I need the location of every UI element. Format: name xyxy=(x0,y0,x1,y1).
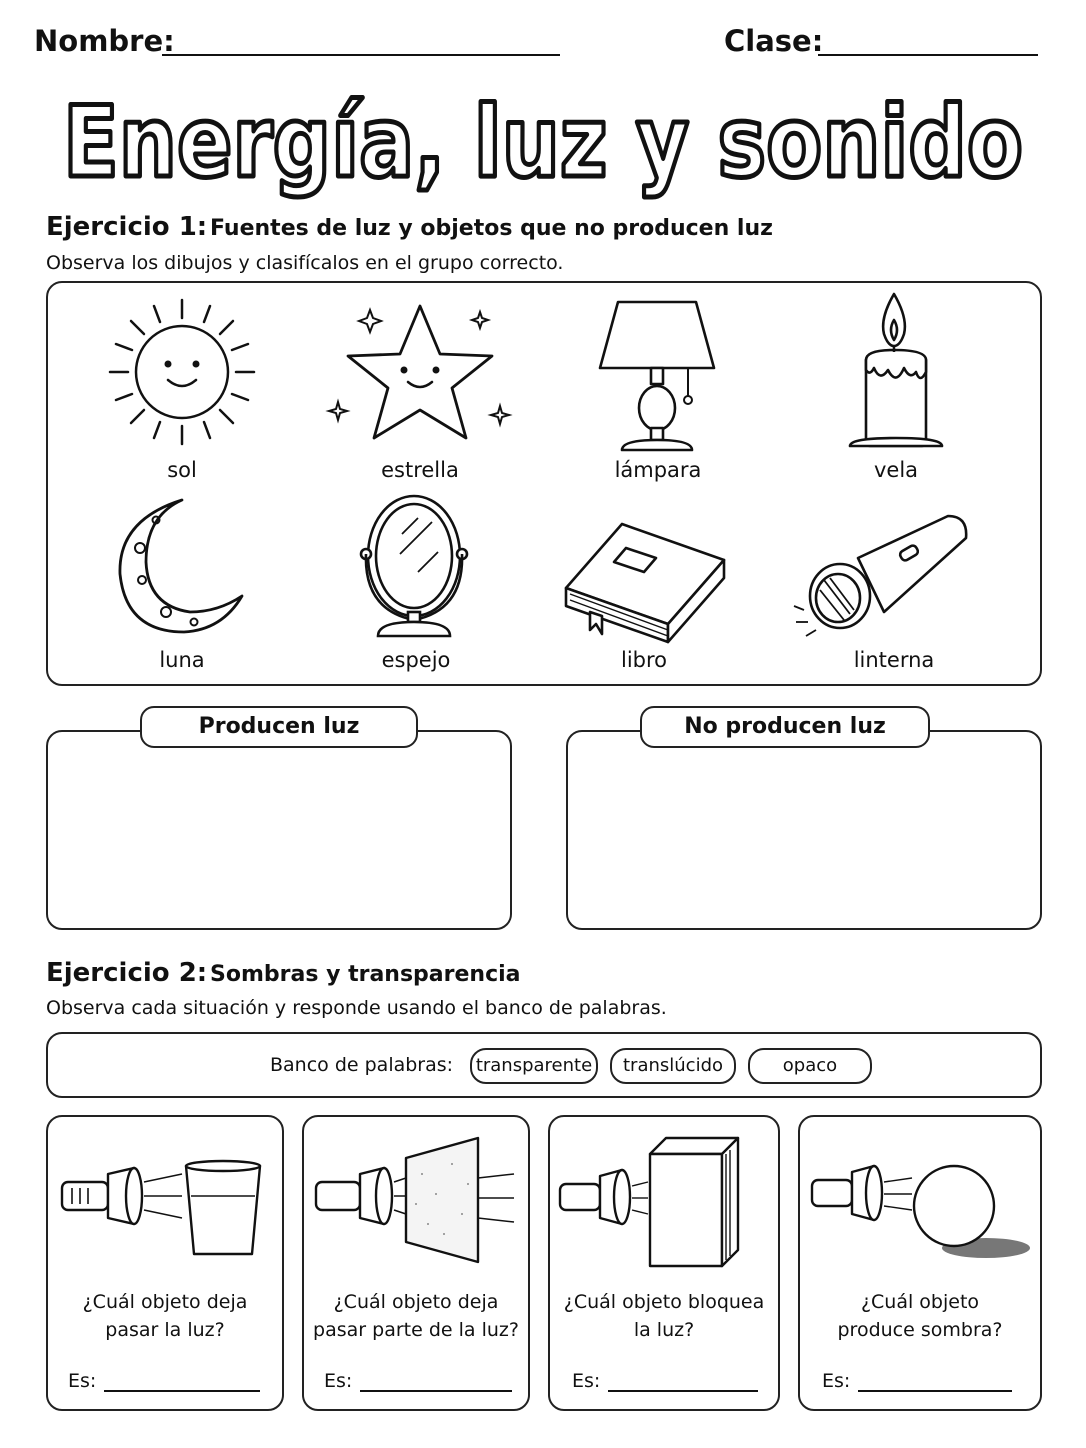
glass-icon xyxy=(58,1156,268,1264)
moon-icon[interactable] xyxy=(112,494,248,644)
class-label: Clase: xyxy=(724,24,824,58)
item-label-sol: sol xyxy=(167,458,197,482)
exercise2-instruction: Observa cada situación y responde usando el banco de palabras. xyxy=(46,997,667,1019)
card1-answer-line[interactable] xyxy=(104,1390,260,1392)
item-label-espejo: espejo xyxy=(381,648,451,672)
card2-question: ¿Cuál objeto deja pasar parte de la luz? xyxy=(313,1291,519,1341)
name-label: Nombre: xyxy=(34,24,175,58)
card3-answer-label: Es: xyxy=(572,1370,601,1392)
item-label-estrella: estrella xyxy=(381,458,459,482)
item-label-lampara: lámpara xyxy=(614,458,702,482)
class-answer-line[interactable] xyxy=(818,54,1038,56)
card4-answer-line[interactable] xyxy=(858,1390,1012,1392)
card2-answer-label: Es: xyxy=(324,1370,353,1392)
card3-question: ¿Cuál objeto bloquea la luz? xyxy=(563,1291,765,1341)
card2-answer-line[interactable] xyxy=(360,1390,512,1392)
ball-icon xyxy=(808,1156,1034,1260)
no-light-box[interactable] xyxy=(566,730,1042,930)
book-blocker-icon xyxy=(556,1130,752,1270)
card3-answer-line[interactable] xyxy=(608,1390,758,1392)
svg-text:Energía, luz y sonido: Energía, luz y sonido xyxy=(63,86,1023,200)
item-label-linterna: linterna xyxy=(853,648,935,672)
card4-answer-label: Es: xyxy=(822,1370,851,1392)
item-label-libro: libro xyxy=(620,648,668,672)
page-title xyxy=(0,68,1086,208)
exercise1-instruction: Observa los dibujos y clasifícalos en el grupo correcto. xyxy=(46,252,564,274)
exercise2-subtitle: Sombras y transparencia xyxy=(210,962,521,987)
word-chip-opaco[interactable]: opaco xyxy=(748,1048,872,1084)
word-bank-label: Banco de palabras: xyxy=(270,1054,454,1076)
word-chip-translucido[interactable]: translúcido xyxy=(610,1048,736,1084)
card1-answer-label: Es: xyxy=(68,1370,97,1392)
exercise1-subtitle: Fuentes de luz y objetos que no producen luz xyxy=(210,216,773,241)
lamp-icon[interactable] xyxy=(590,294,726,454)
exercise1-label: Ejercicio 1: xyxy=(46,212,208,242)
star-icon[interactable] xyxy=(322,298,518,448)
sun-icon[interactable] xyxy=(100,292,264,452)
book-icon[interactable] xyxy=(560,518,728,642)
flashlight-icon[interactable] xyxy=(788,510,972,650)
frosted-panel-icon xyxy=(312,1134,518,1266)
produce-light-tab: Producen luz xyxy=(140,706,418,748)
produce-light-box[interactable] xyxy=(46,730,512,930)
mirror-icon[interactable] xyxy=(356,490,476,640)
no-light-tab: No producen luz xyxy=(640,706,930,748)
card1-question: ¿Cuál objeto deja pasar la luz? xyxy=(82,1291,248,1341)
name-answer-line[interactable] xyxy=(162,54,560,56)
candle-icon[interactable] xyxy=(844,290,948,454)
item-label-vela: vela xyxy=(873,458,919,482)
word-chip-transparente[interactable]: transparente xyxy=(470,1048,598,1084)
item-label-luna: luna xyxy=(159,648,205,672)
exercise2-label: Ejercicio 2: xyxy=(46,958,208,988)
card4-question: ¿Cuál objeto produce sombra? xyxy=(837,1291,1003,1341)
